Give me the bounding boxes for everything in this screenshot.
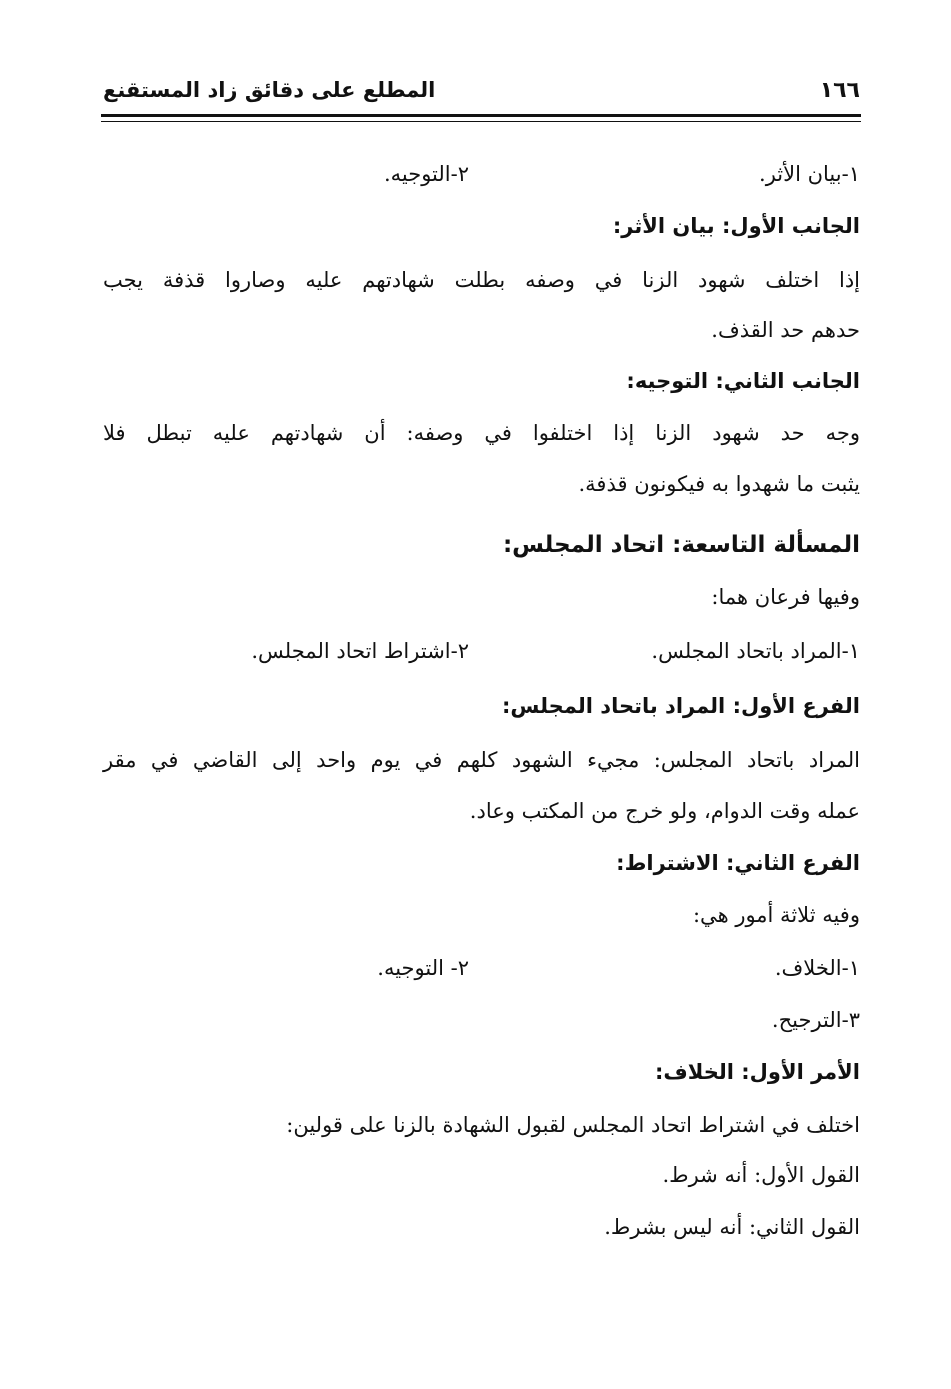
paragraph-line: وفيه ثلاثة أمور هي: xyxy=(692,903,860,927)
section-heading: الأمر الأول: الخلاف: xyxy=(655,1060,860,1084)
section-heading: المسألة التاسعة: اتحاد المجلس: xyxy=(502,532,860,558)
paragraph-line: وفيها فرعان هما: xyxy=(711,585,860,609)
list-item: ٣-الترجيح. xyxy=(771,1008,860,1032)
list-item: ١-الخلاف. xyxy=(774,956,860,980)
list-item: ١-بيان الأثر. xyxy=(759,162,860,186)
list-item: ٢-التوجيه. xyxy=(383,162,469,186)
paragraph-line: إذا اختلف شهود الزنا في وصفه بطلت شهادتهم عليه وصاروا قذفة يجب xyxy=(103,268,860,292)
list-item: ٢-اشتراط اتحاد المجلس. xyxy=(251,639,469,663)
section-heading: الجانب الثاني: التوجيه: xyxy=(626,369,860,393)
page-header xyxy=(103,78,860,112)
running-title: المطلع على دقائق زاد المستقنع xyxy=(103,78,436,102)
paragraph-line: حدهم حد القذف. xyxy=(711,318,860,342)
header-rule-thick xyxy=(101,114,861,117)
list-item: ١-المراد باتحاد المجلس. xyxy=(651,639,860,663)
section-heading: الفرع الأول: المراد باتحاد المجلس: xyxy=(502,694,860,718)
paragraph-line: اختلف في اشتراط اتحاد المجلس لقبول الشهادة بالزنا على قولين: xyxy=(286,1113,860,1137)
paragraph-line: القول الثاني: أنه ليس بشرط. xyxy=(604,1215,860,1239)
header-rule-thin xyxy=(101,121,861,122)
page-number: ١٦٦ xyxy=(819,78,860,103)
list-item: ٢- التوجيه. xyxy=(377,956,469,980)
section-heading: الجانب الأول: بيان الأثر: xyxy=(612,214,860,238)
paragraph-line: المراد باتحاد المجلس: مجيء الشهود كلهم في يوم واحد إلى القاضي في مقر xyxy=(103,748,860,772)
paragraph-line: وجه حد شهود الزنا إذا اختلفوا في وصفه: أن شهادتهم عليه تبطل فلا xyxy=(103,421,860,445)
paragraph-line: يثبت ما شهدوا به فيكونون قذفة. xyxy=(578,472,860,496)
paragraph-line: عمله وقت الدوام، ولو خرج من المكتب وعاد. xyxy=(469,799,860,823)
section-heading: الفرع الثاني: الاشتراط: xyxy=(616,851,860,875)
paragraph-line: القول الأول: أنه شرط. xyxy=(662,1163,860,1187)
